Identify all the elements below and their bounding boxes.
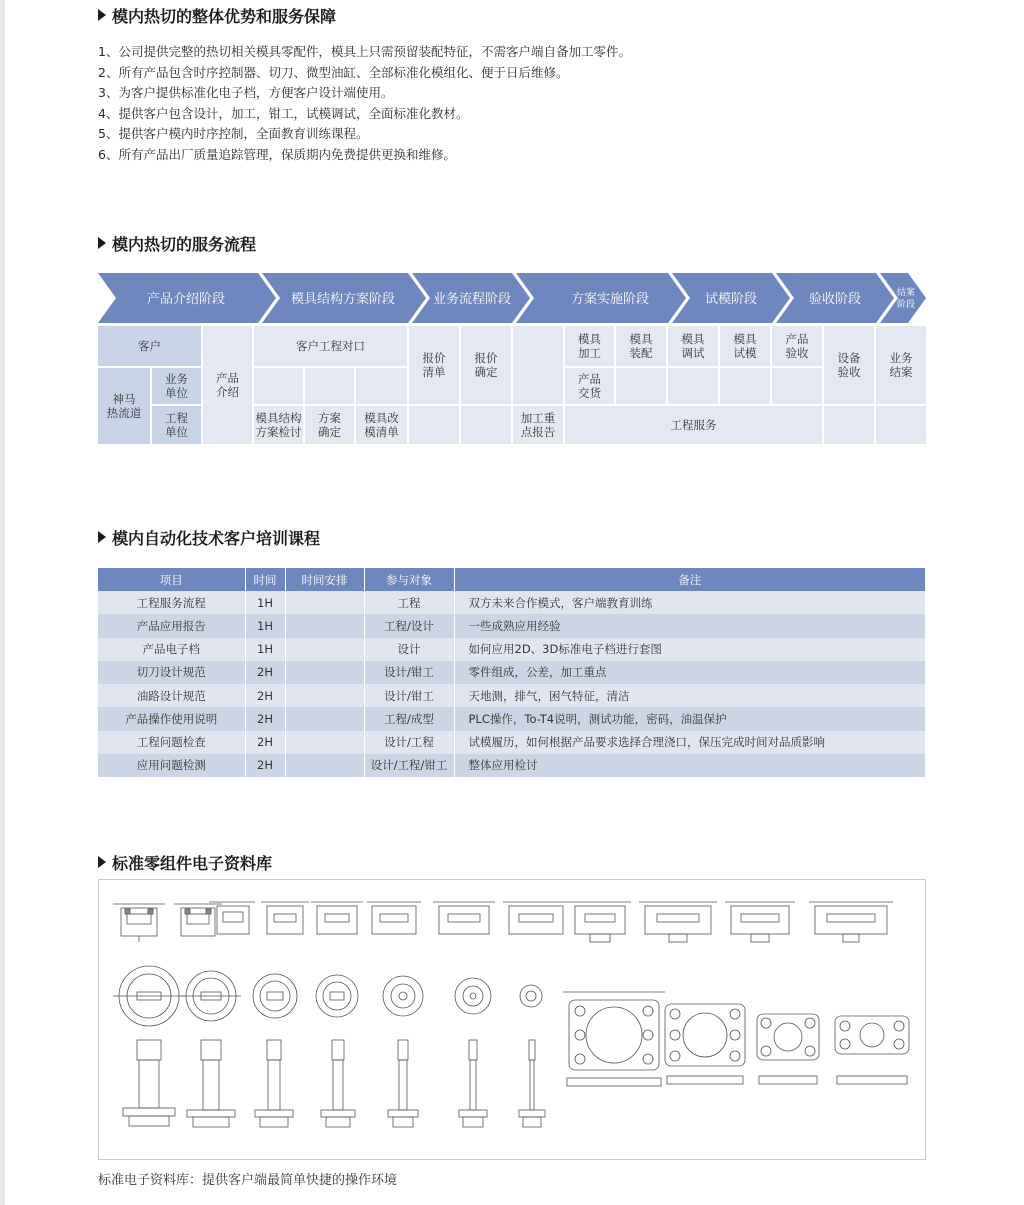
table-cell-target: 设计 — [364, 638, 454, 661]
table-cell-item: 工程问题检查 — [98, 731, 245, 754]
flow-cell — [772, 368, 822, 404]
table-cell-note: 双方未来合作模式，客户端教育训练 — [454, 591, 926, 614]
table-cell-note: 零件组成，公差，加工重点 — [454, 661, 926, 684]
flow-cell: 模具 加工 — [565, 326, 614, 366]
table-cell-note: 如何应用2D、3D标准电子档进行套图 — [454, 638, 926, 661]
list-item: 3、为客户提供标准化电子档，方便客户设计端使用。 — [98, 85, 394, 101]
flow-cell: 神马 热流道 — [98, 368, 150, 444]
flow-cell: 模具改 模清单 — [356, 406, 407, 444]
flow-cell: 报价 确定 — [461, 326, 511, 404]
flow-cell — [668, 368, 718, 404]
flow-stage-label: 产品介绍阶段 — [146, 292, 226, 307]
table-cell-target: 设计/钳工 — [364, 684, 454, 707]
flow-stage-label: 业务流程阶段 — [432, 292, 512, 307]
triangle-bullet-icon — [98, 237, 106, 249]
flow-cell — [513, 326, 563, 404]
flow-stage-label: 验收阶段 — [808, 292, 862, 307]
flow-cell: 报价 清单 — [409, 326, 459, 404]
drawing-top-view-circle — [455, 978, 491, 1014]
drawing-plate — [757, 1014, 819, 1084]
table-row — [98, 684, 926, 707]
section-title-text: 模内自动化技术客户培训课程 — [112, 529, 321, 548]
flow-cell: 工程服务 — [565, 406, 822, 444]
flow-cell: 方案 确定 — [305, 406, 354, 444]
section-title-text: 模内热切的服务流程 — [112, 235, 257, 254]
flow-cell — [254, 368, 303, 404]
library-caption: 标准电子资料库：提供客户端最简单快捷的操作环境 — [98, 1173, 398, 1188]
table-cell-schedule — [285, 707, 364, 730]
flow-table — [98, 326, 926, 444]
section-title-training — [98, 526, 320, 549]
column-header: 时间安排 — [285, 568, 364, 591]
table-cell-schedule — [285, 731, 364, 754]
column-header: 参与对象 — [364, 568, 454, 591]
table-cell-item: 应用问题检测 — [98, 754, 245, 777]
drawing-plate — [563, 992, 665, 1086]
list-item: 4、提供客户包含设计，加工，钳工，试模调试，全面标准化教材。 — [98, 105, 469, 121]
flow-cell: 加工重 点报告 — [513, 406, 563, 444]
table-cell-schedule — [285, 754, 364, 777]
flow-stage-label: 试模阶段 — [704, 292, 758, 307]
flow-stage-label: 模具结构方案阶段 — [290, 292, 396, 307]
column-header: 备注 — [454, 568, 926, 591]
table-cell-schedule — [285, 638, 364, 661]
drawing-side-view — [209, 902, 255, 934]
drawing-top-view-circle — [181, 971, 241, 1021]
table-row — [98, 707, 926, 730]
drawing-top-view-circle — [383, 976, 423, 1016]
table-cell-target: 工程/成型 — [364, 707, 454, 730]
table-cell-time: 2H — [245, 684, 285, 707]
drawing-top-view-circle — [253, 974, 297, 1018]
table-cell-target: 工程/设计 — [364, 614, 454, 637]
flow-cell: 产品 交货 — [565, 368, 614, 404]
flow-stage-arrows — [98, 273, 928, 323]
flow-cell — [305, 368, 354, 404]
drawing-pin — [187, 1040, 235, 1127]
drawing-side-view — [725, 902, 795, 942]
component-library-panel — [98, 879, 926, 1160]
flow-cell — [616, 368, 666, 404]
drawing-side-view — [174, 904, 222, 936]
table-cell-item: 切刀设计规范 — [98, 661, 245, 684]
table-row — [98, 731, 926, 754]
flow-cell: 模具结构 方案检讨 — [254, 406, 303, 444]
table-cell-time: 2H — [245, 731, 285, 754]
drawing-pin — [321, 1040, 355, 1127]
table-cell-time: 1H — [245, 638, 285, 661]
table-row — [98, 614, 926, 637]
table-cell-item: 产品应用报告 — [98, 614, 245, 637]
table-cell-time: 1H — [245, 614, 285, 637]
table-cell-note: 整体应用检讨 — [454, 754, 926, 777]
training-table-body — [98, 591, 926, 777]
flow-cell — [409, 406, 459, 444]
table-cell-note: 一些成熟应用经验 — [454, 614, 926, 637]
drawing-top-view-circle — [520, 985, 542, 1007]
flow-cell: 业务 单位 — [152, 368, 201, 404]
triangle-bullet-icon — [98, 531, 106, 543]
table-cell-schedule — [285, 661, 364, 684]
list-item: 2、所有产品包含时序控制器、切刀、微型油缸、全部标准化模组化、便于日后维修。 — [98, 64, 569, 80]
flow-stage-label: 方案实施阶段 — [570, 292, 650, 307]
drawing-pin — [459, 1040, 487, 1127]
flow-end-stage-top: 结案 — [896, 288, 916, 298]
drawing-side-view — [261, 902, 309, 934]
drawing-side-view — [367, 902, 421, 934]
column-header: 项目 — [98, 568, 245, 591]
table-cell-item: 工程服务流程 — [98, 591, 245, 614]
table-cell-target: 设计/钳工 — [364, 661, 454, 684]
triangle-bullet-icon — [98, 9, 106, 21]
drawing-side-view — [503, 902, 569, 934]
flow-cell — [720, 368, 770, 404]
flow-cell: 模具 试模 — [720, 326, 770, 366]
table-header-row — [98, 568, 926, 591]
drawing-side-view — [311, 902, 363, 934]
flow-cell: 客户 — [98, 326, 201, 366]
table-cell-time: 2H — [245, 707, 285, 730]
table-cell-time: 1H — [245, 591, 285, 614]
drawing-side-view — [113, 904, 165, 942]
page-left-rule — [0, 0, 5, 1205]
triangle-bullet-icon — [98, 856, 106, 868]
table-row — [98, 661, 926, 684]
flow-cell: 工程 单位 — [152, 406, 201, 444]
drawing-plate — [835, 1016, 909, 1084]
drawing-side-view — [809, 902, 893, 942]
flow-cell: 客户工程对口 — [254, 326, 407, 366]
flow-cell: 产品 验收 — [772, 326, 822, 366]
table-cell-time: 2H — [245, 754, 285, 777]
section-title-advantages — [98, 4, 336, 27]
flow-cell: 产品 介绍 — [203, 326, 252, 444]
table-cell-note: PLC操作，To-T4说明，测试功能，密码，油温保护 — [454, 707, 926, 730]
table-cell-item: 产品电子档 — [98, 638, 245, 661]
drawing-pin — [255, 1040, 293, 1127]
drawing-pin — [519, 1040, 545, 1127]
section-title-library — [98, 851, 272, 874]
drawing-top-view-circle — [113, 966, 185, 1026]
table-cell-schedule — [285, 614, 364, 637]
flow-end-stage-bottom: 阶段 — [896, 300, 916, 310]
table-cell-note: 试模履历，如何根据产品要求选择合理浇口，保压完成时间对品质影响 — [454, 731, 926, 754]
flow-cell: 模具 装配 — [616, 326, 666, 366]
table-cell-target: 设计/工程 — [364, 731, 454, 754]
drawing-pin — [388, 1040, 418, 1127]
training-table — [98, 568, 926, 777]
column-header: 时间 — [245, 568, 285, 591]
flow-cell — [356, 368, 407, 404]
drawing-side-view — [569, 902, 631, 942]
list-item: 1、公司提供完整的热切相关模具零配件，模具上只需预留装配特征，不需客户端自备加工零件。 — [98, 44, 631, 59]
drawing-plate — [665, 1004, 745, 1084]
table-cell-target: 工程 — [364, 591, 454, 614]
list-item: 6、所有产品出厂质量追踪管理，保质期内免费提供更换和维修。 — [98, 146, 456, 162]
table-row — [98, 591, 926, 614]
flow-cell: 业务 结案 — [876, 326, 926, 404]
table-row — [98, 754, 926, 777]
table-row — [98, 638, 926, 661]
advantages-list — [98, 42, 631, 166]
drawing-side-view — [433, 902, 495, 934]
drawing-pin — [123, 1040, 175, 1126]
table-cell-target: 设计/工程/钳工 — [364, 754, 454, 777]
list-item: 5、提供客户模内时序控制，全面教育训练课程。 — [98, 126, 369, 142]
table-cell-time: 2H — [245, 661, 285, 684]
section-title-text: 标准零组件电子资料库 — [112, 854, 273, 873]
table-cell-note: 天地测，排气，困气特征，清洁 — [454, 684, 926, 707]
flow-cell — [824, 406, 874, 444]
flow-cell: 模具 调试 — [668, 326, 718, 366]
flow-cell: 设备 验收 — [824, 326, 874, 404]
table-cell-schedule — [285, 684, 364, 707]
section-title-text: 模内热切的整体优势和服务保障 — [112, 7, 337, 26]
drawing-side-view — [639, 902, 717, 942]
flow-cell — [461, 406, 511, 444]
flow-cell — [876, 406, 926, 444]
table-cell-schedule — [285, 591, 364, 614]
drawing-top-view-circle — [316, 975, 358, 1017]
section-title-flow — [98, 232, 256, 255]
table-cell-item: 产品操作使用说明 — [98, 707, 245, 730]
technical-drawings — [99, 880, 925, 1159]
table-cell-item: 油路设计规范 — [98, 684, 245, 707]
